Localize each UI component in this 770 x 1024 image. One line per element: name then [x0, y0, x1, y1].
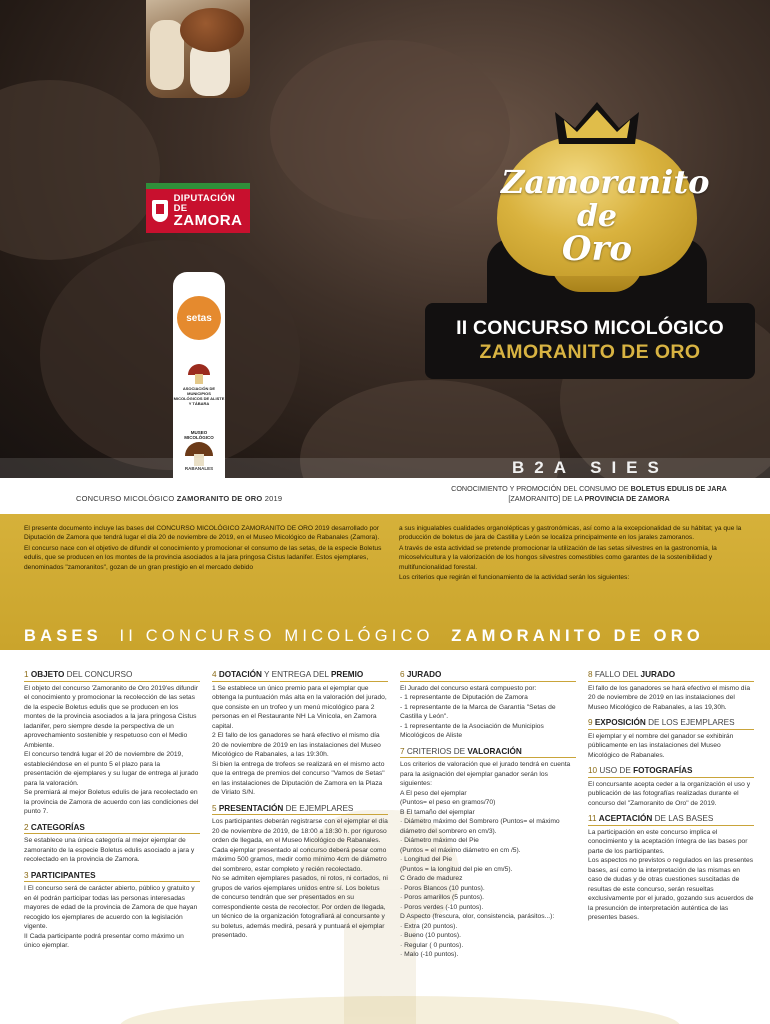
band-left-suffix: 2019	[262, 494, 283, 503]
dip-label-top: DIPUTACIÓN DE	[173, 193, 236, 214]
bg-mushroom-shape	[40, 240, 300, 470]
section-heading	[588, 814, 754, 826]
intro-paragraph: a sus inigualables cualidades organolépticas y gastronómicas, así como a la excepcionalidad de su hábitat; ya que la producción de boletus de jara de Castilla y León se localiza principalmente en los jarales zamoranos.	[399, 525, 742, 542]
section-body: El Jurado del concurso estará compuesto por: - 1 representante de Diputación de Zamora - 1 representante de la Marca de Garantía "Setas de Castilla y León". - 1 representante de la Asociación de Municipios Micológicos de Aliste	[400, 684, 556, 739]
setas-logo-label: setas	[186, 312, 212, 324]
section-title-bold: FOTOGRAFÍAS	[633, 766, 693, 775]
setas-logo	[177, 296, 221, 340]
intro-paragraph: A través de esta actividad se pretende promocionar la utilización de las setas silvestres en la gastronomía, la micoselvicultura y la valorización de los hongos silvestres comestibles como garantes de la sostenibilidad y multifuncionalidad forestal.	[399, 544, 717, 571]
section-fotografias	[588, 766, 754, 808]
intro-paragraph: Los criterios que regirán el funcionamiento de la actividad serán los siguientes:	[399, 574, 630, 582]
bg-mushroom-shape	[0, 80, 160, 260]
band-left-bold: ZAMORANITO DE ORO	[176, 494, 263, 503]
b2a-strip	[0, 458, 770, 478]
section-body: Los participantes deberán registrarse con el ejemplar el día 20 de noviembre de 2019, de 18:00 a 18:30 h. por riguroso orden de llegada, en el Museo Micológico de Rabanales. Cada ejemplar presentado al concurso deberá pesar como máximo 500 gramos, medir como mínimo 4cm de diámetro del sombrero, estar completo y recién recolectado. No se admiten ejemplares pasados, ni rotos, ni cortados, ni grupos de varios ejemplares unidos entre sí. Los boletus de concurso tendrán que ser presentados en su correspondiente cesta de recolector. Por orden de llegada, un técnico de la organización fotografiará al concursante y su boletus, además medirá, pesará y puntuará el ejemplar presentado.	[212, 818, 388, 939]
band-right-b: BOLETUS EDULIS DE JARA	[630, 484, 727, 493]
crown-icon	[553, 100, 641, 150]
section-title-bold: JURADO	[640, 670, 676, 679]
section-title: USO DE	[599, 766, 631, 775]
section-heading	[400, 747, 576, 759]
museo-logo-top: MUSEO MICOLÓGICO	[184, 430, 214, 440]
hero-banner	[0, 0, 770, 478]
section-aceptacion	[588, 814, 754, 923]
section-body: Los criterios de valoración que el jurado tendrá en cuenta para la asignación del ejemplar ganador serán los siguientes: A El peso del ejemplar (Puntos= el peso en gramos/70) B El tamaño del ejemplar · Diámetro máximo del Sombrero (Puntos= el máximo diámetro del sombrero en cm/3). · Diámetro máximo del Pie (Puntos = el máximo diámetro en cm /5). · Longitud del Pie (Puntos = la longitud del pie en cm/5). C Grado de madurez · Poros Blancos (10 puntos). · Poros amarillos (5 puntos). · Poros verdes (-10 puntos). D Aspecto (frescura, olor, consistencia, parásitos...): · Extra (20 puntos). · Bueno (10 puntos). · Regular ( 0 puntos). · Malo (-10 puntos).	[400, 761, 571, 958]
band-right-caption	[424, 484, 754, 504]
section-number: 11	[588, 814, 597, 823]
band-right-d: PROVINCIA DE ZAMORA	[584, 494, 670, 503]
section-body: I El concurso será de carácter abierto, público y gratuito y en él podrán participar todas las personas interesadas mayores de edad de la provincia de Zamora de que hayan recogido los ejemplares de acuerdo con la legislación vigente. II Cada participante podrá presentar como máximo un único ejemplar.	[24, 885, 198, 949]
dip-label-main: ZAMORA	[173, 212, 243, 229]
bg-mushroom-shape	[270, 40, 510, 220]
section-title: CRITERIOS DE	[406, 746, 466, 756]
section-title-bold: OBJETO	[30, 670, 65, 679]
section-title-bold: JURADO	[406, 670, 442, 679]
section-title-bold: EXPOSICIÓN	[594, 718, 646, 727]
mushroom-photo	[146, 0, 250, 98]
section-body: El objeto del concurso 'Zamoranito de Oro 2019'es difundir el conocimiento y promocionar la recolección de las setas de la especie Boletus edulis que se producen en los montes de la provincia asociados a la jara pringosa Cistus ladanifer, pero siempre desde la perspectiva de un aprovechamiento sostenible y respetuoso con el Medio Ambiente. El concurso tendrá lugar el 20 de noviembre de 2019, estableciéndose en el punto 5 el plazo para la presentación de ejemplares y su lugar de entrega al jurado para la valoración. Se premiará al mejor Boletus edulis de jara recolectado en la provincia de Zamora de acuerdo con las condiciones del punto 7.	[24, 684, 199, 815]
mushroom-icon	[188, 364, 210, 384]
section-heading	[400, 670, 576, 682]
contest-title-box	[425, 303, 755, 379]
bases-heading-b: II CONCURSO MICOLÓGICO	[119, 627, 434, 645]
section-number: 2	[24, 822, 29, 832]
section-objeto	[24, 670, 200, 817]
section-body: El ejemplar y el nombre del ganador se exhibirán públicamente en las instalaciones del Museo Micológico de Rabanales.	[588, 732, 734, 759]
section-heading	[24, 823, 200, 835]
intro-left-column	[24, 524, 390, 573]
section-body: Se establece una única categoría al mejor ejemplar de zamoranito de la especie Boletus edulis asociado a jara y recolectado en la provincia de Zamora.	[24, 837, 195, 863]
section-heading	[24, 670, 200, 682]
section-number: 3	[24, 870, 29, 880]
section-number: 5	[212, 803, 217, 813]
asociacion-logo	[173, 364, 225, 406]
bases-heading-c: ZAMORANITO DE ORO	[451, 627, 704, 645]
section-title-bold: PREMIO	[330, 670, 364, 679]
section-body: El concursante acepta ceder a la organización el uso y publicación de las fotografías realizadas durante el concurso del "Zamoranito de Oro" de 2019.	[588, 780, 751, 807]
section-title-bold: PRESENTACIÓN	[218, 803, 284, 813]
section-title-bold: DOTACIÓN	[218, 670, 262, 679]
section-body: La participación en este concurso implica el conocimiento y la aceptación íntegra de las bases por parte de los participantes. Los aspectos no previstos o regulados en las presentes bases, así como la interpretación de las mismas en caso de dudas y de otras cuestiones suscitadas de resultas de este concurso, serán resueltas exclusivamente por el jurado, gozando sus acuerdos de la presunción de interpretación auténtica de las presentes bases.	[588, 828, 754, 921]
b2a-label: B2A SIES	[512, 458, 669, 477]
rules-column-4	[588, 670, 754, 929]
section-title: DE EJEMPLARES	[285, 803, 354, 813]
section-dotacion	[212, 670, 388, 798]
partner-logos-panel	[173, 272, 225, 478]
section-number: 4	[212, 670, 217, 679]
section-title: Y ENTREGA DEL	[264, 670, 329, 679]
band-left-prefix: CONCURSO MICOLÓGICO	[76, 494, 177, 503]
watermark-base	[120, 996, 680, 1024]
section-title: DEL CONCURSO	[66, 670, 133, 679]
section-number: 10	[588, 766, 598, 775]
section-title: DE LOS EJEMPLARES	[648, 718, 735, 727]
rules-column-2	[212, 670, 388, 947]
contest-title-line-2: ZAMORANITO DE ORO	[479, 341, 701, 363]
section-participantes	[24, 871, 200, 951]
band-right-a: CONOCIMIENTO Y PROMOCIÓN DEL CONSUMO DE	[451, 484, 631, 493]
rules-column-3	[400, 670, 576, 966]
section-number: 9	[588, 718, 593, 727]
section-title-bold: ACEPTACIÓN	[598, 814, 653, 823]
bases-heading-a: BASES	[24, 627, 102, 645]
section-title-bold: VALORACIÓN	[467, 746, 522, 756]
section-categorias	[24, 823, 200, 865]
section-heading	[588, 766, 754, 778]
section-body: 1 Se establece un único premio para el ejemplar que obtenga la puntuación más alta en la valoración del jurado, que consiste en un trofeo y un menú micológico para 2 personas en el Restaurante NH La Vinícola, en Zamora capital. 2 El fallo de los ganadores se hará efectivo el mismo día 20 de noviembre de 2019 en las instalaciones del Museo Micológico de Rabanales, a las 19:30h. Si bien la entrega de trofeos se realizará en el mismo acto que la entrega de premios del concurso "Vamos de Setas" en las instalaciones de Diputación de Zamora en la Plaza de Viriato S/N.	[212, 684, 387, 796]
section-title: DE LAS BASES	[654, 814, 714, 823]
emblem-line-2: de	[576, 199, 618, 234]
band-right-c: [ZAMORANITO] DE LA	[508, 494, 585, 503]
bases-heading	[24, 627, 704, 646]
contest-title-line-1: II CONCURSO MICOLÓGICO	[456, 317, 724, 339]
section-exposicion	[588, 718, 754, 760]
shield-icon	[152, 200, 168, 222]
intro-right-column	[399, 524, 751, 583]
section-body: El fallo de los ganadores se hará efectivo el mismo día 20 de noviembre de 2019 en las instalaciones del Museo Micológico de Rabanales, a las 19,30h.	[588, 684, 751, 711]
section-heading	[588, 670, 754, 682]
rules-column-1	[24, 670, 200, 957]
museo-logo-bottom: RABANALES	[184, 466, 214, 471]
section-title-bold: CATEGORÍAS	[30, 822, 85, 832]
section-heading	[588, 718, 754, 730]
intro-paragraph: El presente documento incluye las bases del CONCURSO MICOLÓGICO ZAMORANITO DE ORO 2019 desarrollado por Diputación de Zamora que tendrá lugar el día 20 de noviembre de 2019, en el Museo Micológico de Rabanales (Zamora).	[24, 525, 380, 542]
section-fallo	[588, 670, 754, 712]
section-heading	[212, 804, 388, 816]
asociacion-logo-label: ASOCIACIÓN DE MUNICIPIOS MICOLÓGICOS DE ALISTE Y TÁBARA	[173, 386, 225, 406]
section-heading	[212, 670, 388, 682]
section-jurado	[400, 670, 576, 741]
diputacion-zamora-logo	[146, 189, 250, 233]
intro-paragraph: El concurso nace con el objetivo de difundir el conocimiento y promocionar el consumo de las setas, de la especie Boletus edulis, que se producen en los montes de la provincia asociados a la jara pringosa Cistus ladanifer. Estos ejemplares, denominados "zamoranitos", gozan de un gran prestigio en el mercado debido	[24, 544, 382, 571]
band-left-caption	[76, 494, 282, 503]
section-number: 7	[400, 746, 405, 756]
section-title-bold: PARTICIPANTES	[30, 870, 96, 880]
section-presentacion	[212, 804, 388, 941]
section-number: 6	[400, 670, 405, 679]
emblem-line-3: Oro	[561, 229, 633, 269]
section-heading	[24, 871, 200, 883]
section-title: FALLO DEL	[594, 670, 639, 679]
emblem-line-1: Zamoranito	[501, 163, 710, 201]
section-number: 8	[588, 670, 593, 679]
section-criterios	[400, 747, 576, 960]
section-number: 1	[24, 670, 29, 679]
